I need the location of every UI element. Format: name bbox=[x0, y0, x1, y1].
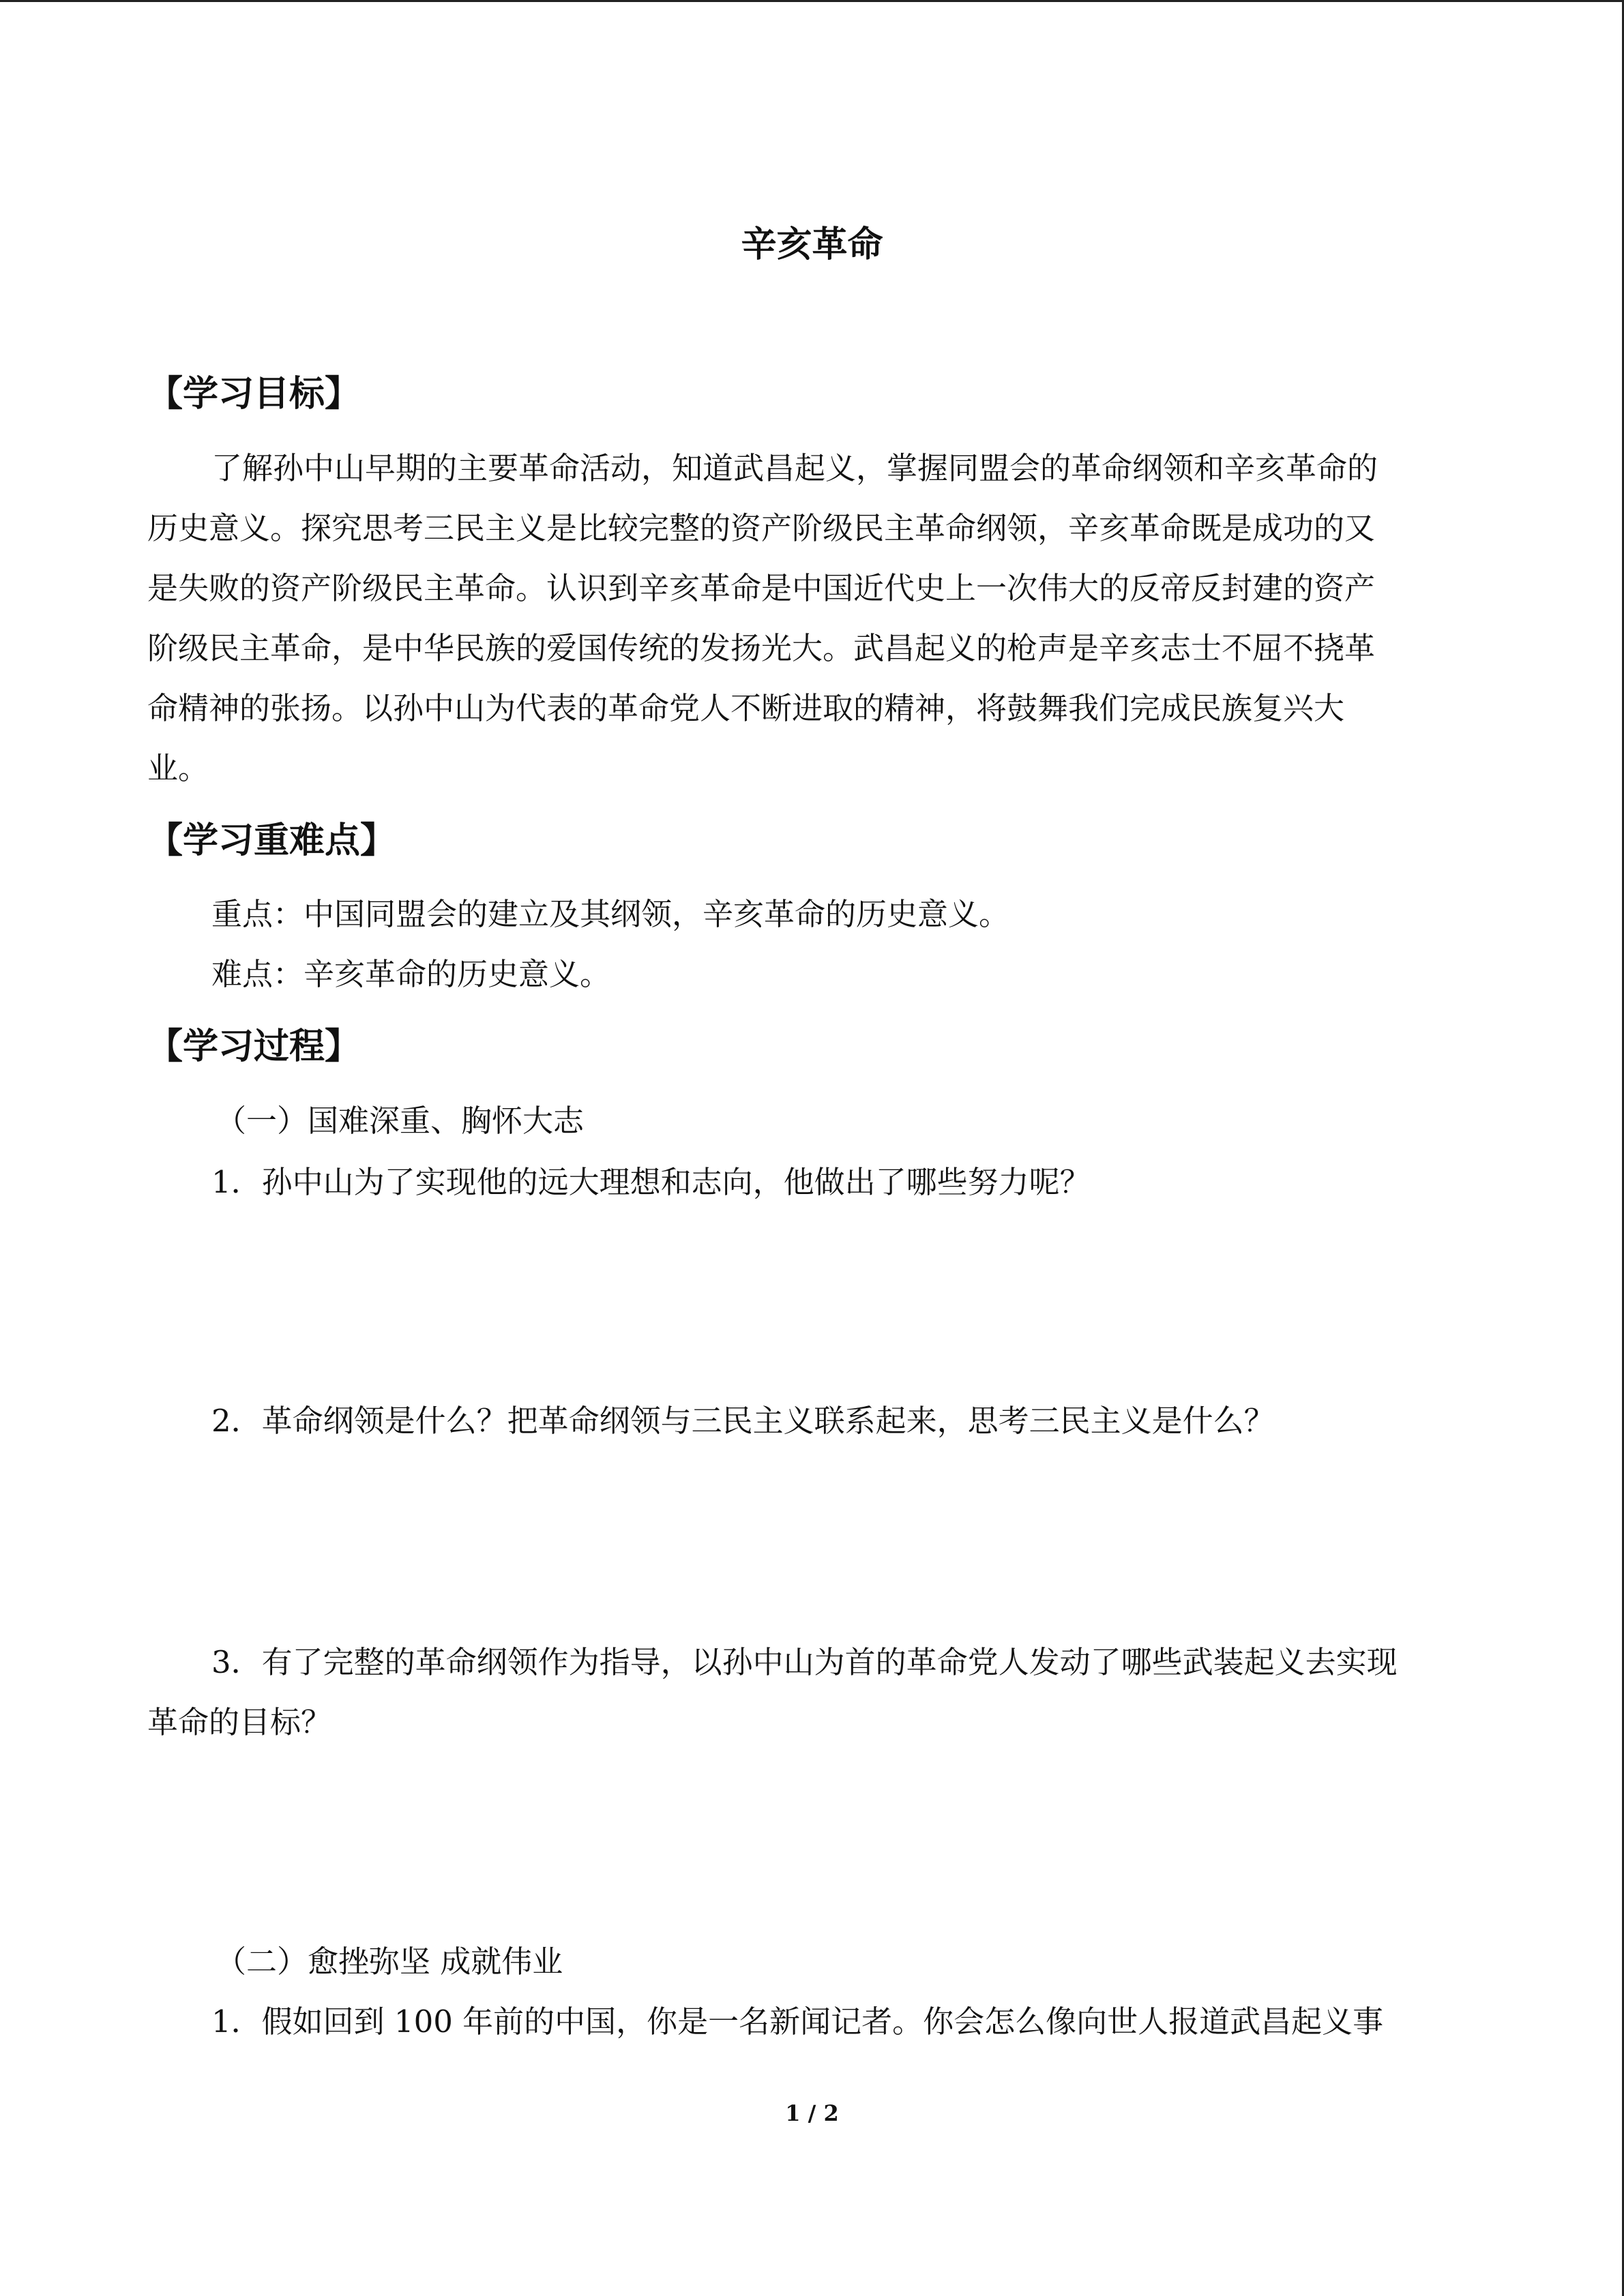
page-number: 1 / 2 bbox=[785, 2100, 839, 2126]
part-2-title: （二）愈挫弥坚 成就伟业 bbox=[216, 1943, 563, 1980]
objectives-line-2: 历史意义。探究思考三民主义是比较完整的资产阶级民主革命纲领，辛亥革命既是成功的又 bbox=[147, 510, 1376, 546]
heading-key-points: 【学习重难点】 bbox=[147, 820, 396, 861]
objectives-line-3: 是失败的资产阶级民主革命。认识到辛亥革命是中国近代史上一次伟大的反帝反封建的资产 bbox=[147, 570, 1376, 606]
document-title: 辛亥革命 bbox=[741, 224, 883, 265]
part-1-title: （一）国难深重、胸怀大志 bbox=[216, 1103, 585, 1139]
key-point-focus: 重点：中国同盟会的建立及其纲领，辛亥革命的历史意义。 bbox=[211, 896, 1010, 932]
objectives-line-1: 了解孙中山早期的主要革命活动，知道武昌起义，掌握同盟会的革命纲领和辛亥革命的 bbox=[211, 450, 1378, 486]
key-point-difficulty: 难点：辛亥革命的历史意义。 bbox=[211, 956, 611, 992]
part-1-question-1: 1．孙中山为了实现他的远大理想和志向，他做出了哪些努力呢？ bbox=[211, 1164, 1091, 1200]
objectives-line-5: 命精神的张扬。以孙中山为代表的革命党人不断进取的精神，将鼓舞我们完成民族复兴大 bbox=[147, 690, 1345, 726]
part-1-question-3-line-2: 革命的目标？ bbox=[147, 1704, 332, 1740]
heading-objectives: 【学习目标】 bbox=[147, 374, 361, 415]
objectives-line-4: 阶级民主革命，是中华民族的爱国传统的发扬光大。武昌起义的枪声是辛亥志士不屈不挠革 bbox=[147, 630, 1376, 666]
part-2-question-1: 1．假如回到 100 年前的中国，你是一名新闻记者。你会怎么像向世人报道武昌起义事 bbox=[211, 2003, 1384, 2040]
part-1-question-2: 2．革命纲领是什么？把革命纲领与三民主义联系起来，思考三民主义是什么？ bbox=[211, 1403, 1275, 1439]
heading-process: 【学习过程】 bbox=[147, 1026, 361, 1067]
objectives-line-6: 业。 bbox=[147, 750, 209, 786]
part-1-question-3-line-1: 3．有了完整的革命纲领作为指导，以孙中山为首的革命党人发动了哪些武装起义去实现 bbox=[211, 1644, 1398, 1680]
